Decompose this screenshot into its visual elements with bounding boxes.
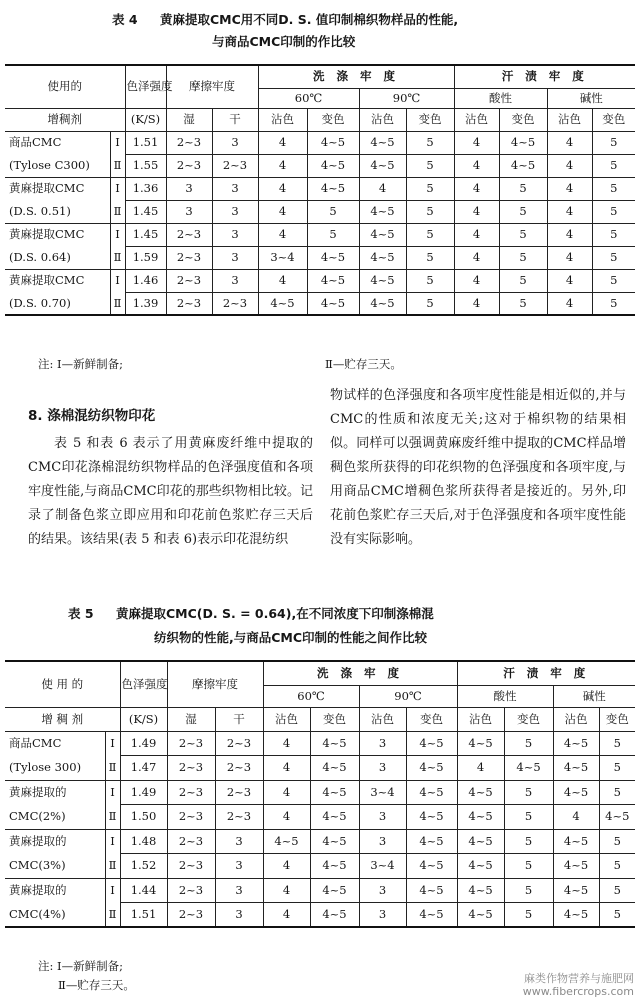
table-cell: 3 <box>215 903 263 928</box>
table-cell: 5 <box>504 829 553 854</box>
table5-header-stain: 沾色 <box>359 707 406 731</box>
table-cell: 4~5 <box>553 854 599 879</box>
table4-header-change: 变色 <box>592 108 635 131</box>
row-preparation-mark: Ⅱ <box>105 805 120 830</box>
table-cell: 4 <box>263 731 310 756</box>
table-cell: 3~4 <box>359 854 406 879</box>
table-cell: 1.45 <box>125 223 166 246</box>
row-preparation-mark: Ⅰ <box>105 878 120 903</box>
table-cell: 5 <box>592 269 635 292</box>
table-cell: 2~3 <box>166 269 212 292</box>
table-cell: 3 <box>212 131 258 154</box>
table4-header-thickener: 增稠剂 <box>5 108 125 131</box>
table4-header-rubbing: 摩擦牢度 <box>166 65 258 108</box>
table-cell: 4 <box>547 154 592 177</box>
table5-header-sweat: 汗 渍 牢 度 <box>457 661 635 685</box>
table-row <box>5 200 635 223</box>
table-cell: 4~5 <box>406 903 457 928</box>
table-cell: 4 <box>454 292 499 315</box>
table-cell: 4 <box>258 223 307 246</box>
table4-header-60c: 60℃ <box>258 88 359 108</box>
table-cell: 1.52 <box>120 854 167 879</box>
table5-header-ks: (K/S) <box>120 707 167 731</box>
table-cell: 2~3 <box>167 780 215 805</box>
table5-header-change: 变色 <box>406 707 457 731</box>
table-cell: 2~3 <box>166 246 212 269</box>
table-cell: 5 <box>504 854 553 879</box>
table-cell: 1.50 <box>120 805 167 830</box>
table-cell: 4 <box>263 903 310 928</box>
watermark-line2: www.fibercrops.com <box>522 985 634 998</box>
table-cell: 5 <box>499 200 547 223</box>
table-cell: 4 <box>454 200 499 223</box>
table-cell: 2~3 <box>167 805 215 830</box>
table4-header-change: 变色 <box>307 108 359 131</box>
table-cell: 2~3 <box>212 292 258 315</box>
table-cell: 4~5 <box>504 756 553 781</box>
table-cell: 1.39 <box>125 292 166 315</box>
table-row <box>5 854 635 879</box>
table5 <box>5 660 635 928</box>
table4 <box>5 64 635 316</box>
row-preparation-mark: Ⅰ <box>105 829 120 854</box>
table-cell: 4~5 <box>457 903 504 928</box>
table-cell: 5 <box>592 292 635 315</box>
table-row <box>5 903 635 928</box>
row-thickener-name: (Tylose 300) <box>5 756 105 781</box>
table-cell: 4~5 <box>310 780 359 805</box>
table-cell: 5 <box>406 246 454 269</box>
table-cell: 4~5 <box>457 805 504 830</box>
table-row <box>5 154 635 177</box>
table-cell: 5 <box>499 223 547 246</box>
table5-header-60c: 60℃ <box>263 685 359 707</box>
table-cell: 3 <box>359 731 406 756</box>
table-cell: 4~5 <box>359 292 406 315</box>
table-cell: 5 <box>592 200 635 223</box>
row-thickener-name: 黄麻提取的 <box>5 780 105 805</box>
table-cell: 4~5 <box>553 780 599 805</box>
table5-label: 表 5 <box>68 606 94 621</box>
row-thickener-name: (D.S. 0.64) <box>5 246 110 269</box>
table-cell: 3 <box>212 269 258 292</box>
table-cell: 5 <box>599 854 635 879</box>
table-cell: 4~5 <box>310 731 359 756</box>
table-cell: 5 <box>499 269 547 292</box>
row-preparation-mark: Ⅰ <box>110 223 125 246</box>
table-cell: 5 <box>592 154 635 177</box>
table-cell: 4~5 <box>457 829 504 854</box>
table5-note-fresh: 注: Ⅰ—新鲜制备; <box>38 959 123 973</box>
watermark-line1: 麻类作物营养与施肥网 <box>524 972 634 985</box>
table-cell: 5 <box>406 292 454 315</box>
table-cell: 4~5 <box>310 756 359 781</box>
table-row <box>5 731 635 756</box>
table-cell: 3 <box>212 246 258 269</box>
table4-header-color-strength: 色泽强度 <box>125 65 166 108</box>
row-preparation-mark: Ⅰ <box>110 269 125 292</box>
table-cell: 1.55 <box>125 154 166 177</box>
row-thickener-name: 商品CMC <box>5 731 105 756</box>
table4-header-90c: 90℃ <box>359 88 454 108</box>
table4-header-acid: 酸性 <box>454 88 547 108</box>
row-preparation-mark: Ⅱ <box>110 246 125 269</box>
table4-note-stored: Ⅱ—贮存三天。 <box>325 357 402 371</box>
table-cell: 4~5 <box>310 805 359 830</box>
table-cell: 5 <box>499 177 547 200</box>
table-cell: 4~5 <box>359 269 406 292</box>
table-cell: 4~5 <box>406 878 457 903</box>
table5-header-washing: 洗 涤 牢 度 <box>263 661 457 685</box>
table4-header-stain: 沾色 <box>454 108 499 131</box>
table5-header-90c: 90℃ <box>359 685 457 707</box>
table5-header-color-strength: 色泽强度 <box>120 661 167 707</box>
row-preparation-mark: Ⅰ <box>110 131 125 154</box>
table-cell: 2~3 <box>166 223 212 246</box>
row-thickener-name: CMC(3%) <box>5 854 105 879</box>
table-cell: 4~5 <box>553 731 599 756</box>
table5-header-change: 变色 <box>599 707 635 731</box>
table-cell: 4~5 <box>457 731 504 756</box>
table-cell: 4~5 <box>406 756 457 781</box>
table4-label: 表 4 <box>112 12 138 27</box>
row-thickener-name: (Tylose C300) <box>5 154 110 177</box>
table5-header-change: 变色 <box>504 707 553 731</box>
table-cell: 4~5 <box>406 780 457 805</box>
table-cell: 4 <box>454 131 499 154</box>
table-cell: 4~5 <box>310 854 359 879</box>
table4-header-change: 变色 <box>406 108 454 131</box>
table-cell: 3 <box>212 200 258 223</box>
table-cell: 4 <box>454 246 499 269</box>
table-cell: 3 <box>359 878 406 903</box>
table-cell: 4~5 <box>553 829 599 854</box>
row-thickener-name: 商品CMC <box>5 131 110 154</box>
table-cell: 4~5 <box>307 269 359 292</box>
table-cell: 1.46 <box>125 269 166 292</box>
table-cell: 2~3 <box>167 854 215 879</box>
table5-caption-line1: 黄麻提取CMC(D. S. = 0.64),在不同浓度下印制涤棉混 <box>116 606 434 621</box>
table-cell: 5 <box>307 200 359 223</box>
table-cell: 4~5 <box>310 829 359 854</box>
table-cell: 4~5 <box>553 756 599 781</box>
table-cell: 4~5 <box>457 780 504 805</box>
table4-caption-line2: 与商品CMC印制的作比较 <box>212 34 356 49</box>
table-cell: 3 <box>359 805 406 830</box>
table-cell: 4 <box>263 780 310 805</box>
table-cell: 4~5 <box>307 246 359 269</box>
table-cell: 2~3 <box>166 292 212 315</box>
table-cell: 4 <box>258 154 307 177</box>
table-cell: 4 <box>263 854 310 879</box>
table5-caption-line2: 纺织物的性能,与商品CMC印制的性能之间作比较 <box>154 630 428 645</box>
table-cell: 4~5 <box>307 177 359 200</box>
row-preparation-mark: Ⅱ <box>105 854 120 879</box>
table4-header-use: 使用的 <box>5 65 125 108</box>
table-cell: 4~5 <box>553 903 599 928</box>
row-preparation-mark: Ⅱ <box>105 903 120 928</box>
table-cell: 4 <box>547 223 592 246</box>
table4-header-change: 变色 <box>499 108 547 131</box>
site-watermark <box>523 972 634 998</box>
table-cell: 3 <box>166 200 212 223</box>
table5-header-change: 变色 <box>310 707 359 731</box>
table-cell: 4 <box>263 878 310 903</box>
table-cell: 4~5 <box>258 292 307 315</box>
table-cell: 4~5 <box>499 131 547 154</box>
table-cell: 4~5 <box>307 131 359 154</box>
table-cell: 1.47 <box>120 756 167 781</box>
row-preparation-mark: Ⅱ <box>110 154 125 177</box>
table4-header-ks: (K/S) <box>125 108 166 131</box>
table-cell: 4 <box>454 269 499 292</box>
table-cell: 3 <box>215 829 263 854</box>
table4-header-stain: 沾色 <box>547 108 592 131</box>
table-cell: 4 <box>258 131 307 154</box>
table-cell: 1.49 <box>120 780 167 805</box>
table-cell: 4 <box>454 223 499 246</box>
table-cell: 1.51 <box>120 903 167 928</box>
table-cell: 3 <box>359 829 406 854</box>
table-cell: 4 <box>547 200 592 223</box>
table5-header-thickener: 增 稠 剂 <box>5 707 120 731</box>
table5-header-use: 使 用 的 <box>5 661 120 707</box>
table-cell: 4 <box>547 269 592 292</box>
table-cell: 5 <box>504 878 553 903</box>
table-cell: 4~5 <box>263 829 310 854</box>
table-cell: 5 <box>499 292 547 315</box>
row-preparation-mark: Ⅱ <box>105 756 120 781</box>
table-row <box>5 805 635 830</box>
table-cell: 1.49 <box>120 731 167 756</box>
row-thickener-name: (D.S. 0.51) <box>5 200 110 223</box>
table-cell: 5 <box>406 269 454 292</box>
table-cell: 4 <box>454 154 499 177</box>
table-cell: 1.51 <box>125 131 166 154</box>
table-cell: 2~3 <box>212 154 258 177</box>
table-cell: 4 <box>454 177 499 200</box>
table-cell: 2~3 <box>215 756 263 781</box>
table5-header-alkali: 碱性 <box>553 685 635 707</box>
table-cell: 5 <box>406 200 454 223</box>
table-cell: 5 <box>599 903 635 928</box>
row-thickener-name: 黄麻提取的 <box>5 829 105 854</box>
table-row <box>5 269 635 292</box>
table-row <box>5 829 635 854</box>
table-cell: 4 <box>258 200 307 223</box>
table-cell: 5 <box>592 131 635 154</box>
table-cell: 4 <box>457 756 504 781</box>
table-cell: 4 <box>547 177 592 200</box>
table-cell: 4~5 <box>307 292 359 315</box>
table-cell: 2~3 <box>166 131 212 154</box>
row-preparation-mark: Ⅱ <box>110 292 125 315</box>
table-cell: 4 <box>553 805 599 830</box>
table-cell: 1.45 <box>125 200 166 223</box>
table-cell: 4 <box>547 131 592 154</box>
table-cell: 4~5 <box>457 854 504 879</box>
table-row <box>5 131 635 154</box>
table-cell: 4~5 <box>359 154 406 177</box>
row-thickener-name: CMC(4%) <box>5 903 105 928</box>
table4-header-alkali: 碱性 <box>547 88 635 108</box>
table-cell: 5 <box>592 177 635 200</box>
table-row <box>5 292 635 315</box>
table-cell: 3 <box>215 854 263 879</box>
table-cell: 4~5 <box>359 200 406 223</box>
table-cell: 4~5 <box>457 878 504 903</box>
table-cell: 3 <box>215 878 263 903</box>
row-preparation-mark: Ⅱ <box>110 200 125 223</box>
table-cell: 5 <box>406 223 454 246</box>
table-cell: 4 <box>263 756 310 781</box>
table-cell: 4~5 <box>406 731 457 756</box>
table-cell: 3~4 <box>258 246 307 269</box>
row-thickener-name: 黄麻提取CMC <box>5 177 110 200</box>
table4-header-sweat: 汗 渍 牢 度 <box>454 65 635 88</box>
table-row <box>5 177 635 200</box>
table-cell: 2~3 <box>167 878 215 903</box>
table4-header-stain: 沾色 <box>258 108 307 131</box>
table4-header-washing: 洗 涤 牢 度 <box>258 65 454 88</box>
table5-header-stain: 沾色 <box>553 707 599 731</box>
table-cell: 1.48 <box>120 829 167 854</box>
table-cell: 2~3 <box>167 731 215 756</box>
table-cell: 5 <box>504 903 553 928</box>
table-cell: 5 <box>504 805 553 830</box>
table-cell: 5 <box>599 878 635 903</box>
table4-header-stain: 沾色 <box>359 108 406 131</box>
table-cell: 4~5 <box>406 805 457 830</box>
table-cell: 5 <box>406 154 454 177</box>
table5-header-dry: 干 <box>215 707 263 731</box>
table-cell: 4 <box>258 269 307 292</box>
table-cell: 1.36 <box>125 177 166 200</box>
table-cell: 4 <box>359 177 406 200</box>
table-cell: 2~3 <box>167 756 215 781</box>
table-cell: 5 <box>599 731 635 756</box>
table-cell: 3~4 <box>359 780 406 805</box>
table4-caption <box>0 10 640 28</box>
table5-header-rubbing: 摩擦牢度 <box>167 661 263 707</box>
table-cell: 4~5 <box>599 805 635 830</box>
section-left-paragraph: 表 5 和表 6 表示了用黄麻废纤维中提取的CMC印花涤棉混纺织物样品的色泽强度值和各项牢度性能,与商品CMC印花的那些织物相比较。记录了制备色浆立即应用和印花前色浆贮存三天后的结果。该结果(表 5 和表 6)表示印花混纺织 <box>28 436 313 547</box>
table-cell: 2~3 <box>167 903 215 928</box>
table4-header-wet: 湿 <box>166 108 212 131</box>
row-thickener-name: 黄麻提取CMC <box>5 269 110 292</box>
table-cell: 4~5 <box>359 223 406 246</box>
table5-note-stored: Ⅱ—贮存三天。 <box>58 978 135 992</box>
row-preparation-mark: Ⅰ <box>105 731 120 756</box>
table-cell: 5 <box>599 756 635 781</box>
table-cell: 4~5 <box>359 131 406 154</box>
table-cell: 5 <box>307 223 359 246</box>
row-thickener-name: 黄麻提取CMC <box>5 223 110 246</box>
table5-header-stain: 沾色 <box>457 707 504 731</box>
table-cell: 3 <box>166 177 212 200</box>
table-cell: 5 <box>592 246 635 269</box>
table-cell: 4~5 <box>359 246 406 269</box>
table-cell: 2~3 <box>215 780 263 805</box>
table-cell: 2~3 <box>166 154 212 177</box>
table-row <box>5 756 635 781</box>
table-cell: 5 <box>504 731 553 756</box>
table-cell: 4~5 <box>406 854 457 879</box>
table-cell: 5 <box>406 177 454 200</box>
table-cell: 4~5 <box>553 878 599 903</box>
table-row <box>5 878 635 903</box>
row-preparation-mark: Ⅰ <box>105 780 120 805</box>
table4-header-dry: 干 <box>212 108 258 131</box>
table-cell: 4 <box>258 177 307 200</box>
table4-note-fresh: 注: Ⅰ—新鲜制备; <box>38 357 123 371</box>
table-cell: 5 <box>599 829 635 854</box>
table-cell: 3 <box>212 223 258 246</box>
table-cell: 1.44 <box>120 878 167 903</box>
table-cell: 5 <box>599 780 635 805</box>
section-right-paragraph: 物试样的色泽强度和各项牢度性能是相近似的,并与CMC的性质和浓度无关;这对于棉织物的结果相似。同样可以强调黄麻废纤维中提取的CMC样品增稠色浆所获得的印花织物的色泽强度和各项牢度,与用商品CMC增稠色浆所获得者是接近的。另外,印花前色浆贮存三天后,对于色泽强度和各项牢度性能没有实际影响。 <box>330 388 626 547</box>
table4-caption-line1: 黄麻提取CMC用不同D. S. 值印制棉织物样品的性能, <box>160 12 459 27</box>
table-cell: 2~3 <box>215 731 263 756</box>
table-cell: 2~3 <box>167 829 215 854</box>
table-row <box>5 223 635 246</box>
table-cell: 2~3 <box>215 805 263 830</box>
table-cell: 5 <box>499 246 547 269</box>
table-cell: 5 <box>504 780 553 805</box>
table-cell: 3 <box>359 756 406 781</box>
table-cell: 4 <box>547 292 592 315</box>
table5-header-acid: 酸性 <box>457 685 553 707</box>
row-thickener-name: (D.S. 0.70) <box>5 292 110 315</box>
table5-caption <box>0 604 640 622</box>
table-cell: 3 <box>359 903 406 928</box>
table-cell: 4~5 <box>307 154 359 177</box>
table-row <box>5 246 635 269</box>
table-cell: 4~5 <box>499 154 547 177</box>
table-cell: 3 <box>212 177 258 200</box>
section-heading: 8. 涤棉混纺织物印花 <box>28 408 156 424</box>
table-cell: 4~5 <box>406 829 457 854</box>
row-preparation-mark: Ⅰ <box>110 177 125 200</box>
table5-header-wet: 湿 <box>167 707 215 731</box>
table-cell: 4 <box>547 246 592 269</box>
table-cell: 4~5 <box>310 903 359 928</box>
table-cell: 4~5 <box>310 878 359 903</box>
table-cell: 4 <box>263 805 310 830</box>
table-cell: 1.59 <box>125 246 166 269</box>
table-row <box>5 780 635 805</box>
row-thickener-name: CMC(2%) <box>5 805 105 830</box>
row-thickener-name: 黄麻提取的 <box>5 878 105 903</box>
table-cell: 5 <box>592 223 635 246</box>
table5-header-stain: 沾色 <box>263 707 310 731</box>
table-cell: 5 <box>406 131 454 154</box>
